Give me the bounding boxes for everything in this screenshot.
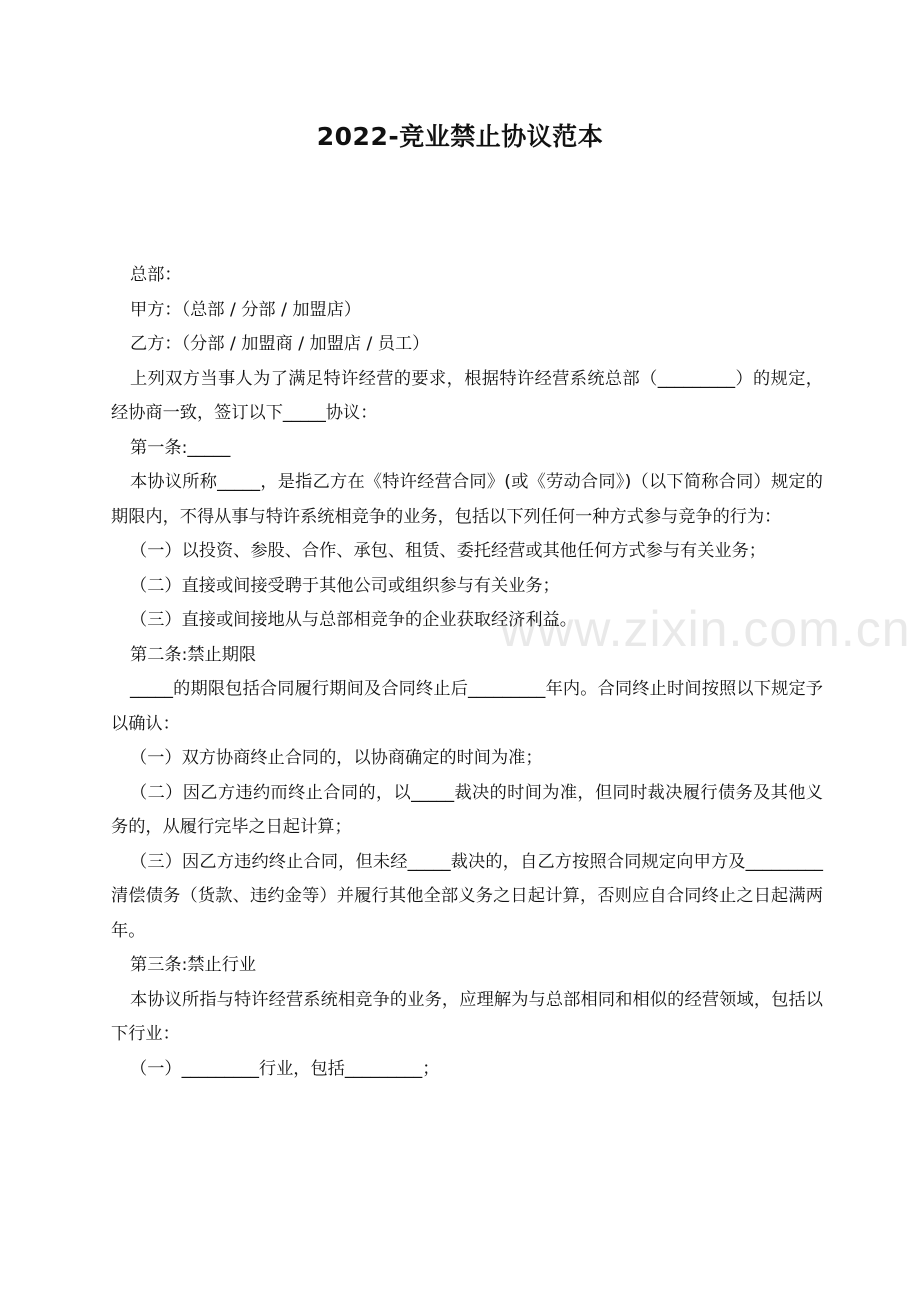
article-1-item-2: （二）直接或间接受聘于其他公司或组织参与有关业务； [130, 575, 560, 596]
watermark: www.zixin.com.cn [500, 601, 911, 657]
article-2-item-3: （三）因乙方违约终止合同，但未经_____裁决的，自乙方按照合同规定向甲方及_________清偿债务（货款、违约金等）并履行其他全部义务之日起计算，否则应自合同终止之日起满两年。 [111, 851, 823, 941]
article-2-body: _____的期限包括合同履行期间及合同终止后_________年内。合同终止时间按照以下规定予以确认： [111, 679, 823, 734]
article-2-item-2: （二）因乙方违约而终止合同的，以_____裁决的时间为准，但同时裁决履行债务及其他义务的，从履行完毕之日起计算； [111, 782, 823, 837]
article-1-item-3: （三）直接或间接地从与总部相竞争的企业获取经济利益。 [130, 610, 577, 630]
article-3-body: 本协议所指与特许经营系统相竞争的业务，应理解为与总部相同和相似的经营领域，包括以下行业： [111, 989, 823, 1044]
document-body [111, 258, 823, 1086]
paragraph-party-b: 乙方：（分部 / 加盟商 / 加盟店 / 员工） [130, 334, 430, 354]
article-1-body: 本协议所称_____，是指乙方在《特许经营合同》(或《劳动合同》)（以下简称合同）规定的期限内，不得从事与特许系统相竞争的业务，包括以下列任何一种方式参与竞争的行为： [111, 472, 823, 527]
article-2-item-1: （一）双方协商终止合同的，以协商确定的时间为准； [130, 748, 543, 768]
document-title: 2022-竞业禁止协议范本 [316, 122, 604, 151]
paragraph-preamble: 上列双方当事人为了满足特许经营的要求，根据特许经营系统总部（_________）的规定，经协商一致，签订以下_____协议： [111, 368, 823, 423]
article-2-heading: 第二条:禁止期限 [130, 644, 257, 665]
article-3-item-1: （一）_________行业，包括_________； [130, 1058, 440, 1079]
paragraph-headquarters: 总部： [130, 265, 182, 285]
article-1-heading: 第一条:_____ [130, 437, 231, 458]
article-1-item-1: （一）以投资、参股、合作、承包、租赁、委托经营或其他任何方式参与有关业务； [130, 541, 766, 561]
article-3-heading: 第三条:禁止行业 [130, 955, 257, 975]
paragraph-party-a: 甲方：（总部 / 分部 / 加盟店） [130, 299, 362, 320]
